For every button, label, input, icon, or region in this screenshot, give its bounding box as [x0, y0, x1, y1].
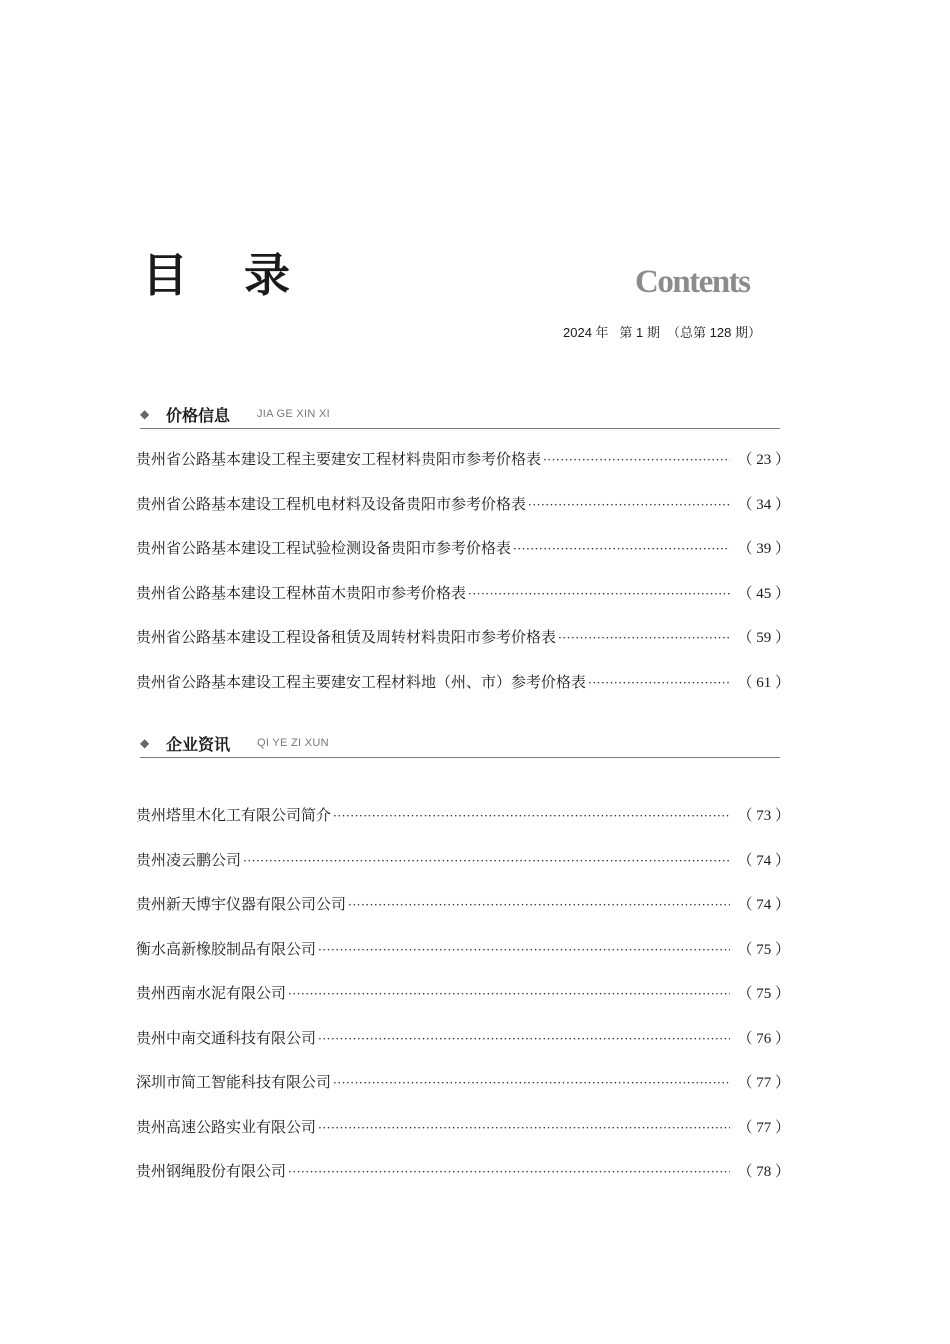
toc-entry-page: （ 34 ） — [737, 496, 790, 513]
toc-entry-page: （ 77 ） — [737, 1119, 790, 1136]
leader-dots — [348, 899, 730, 911]
toc-list-price-info — [136, 452, 790, 719]
toc-entry[interactable] — [136, 1164, 790, 1209]
leader-dots — [288, 988, 730, 1000]
toc-entry-title: 贵州省公路基本建设工程林苗木贵阳市参考价格表 — [136, 583, 467, 602]
toc-entry-title: 贵州中南交通科技有限公司 — [136, 1028, 317, 1047]
diamond-icon: ◆ — [140, 736, 150, 750]
toc-entry-title: 贵州省公路基本建设工程机电材料及设备贵阳市参考价格表 — [136, 494, 527, 513]
leader-dots — [588, 677, 730, 689]
toc-entry[interactable] — [136, 452, 790, 497]
toc-entry-title: 贵州凌云鹏公司 — [136, 850, 242, 869]
leader-dots — [318, 944, 730, 956]
toc-entry[interactable] — [136, 1075, 790, 1120]
toc-entry-title: 贵州高速公路实业有限公司 — [136, 1117, 317, 1136]
toc-entry-page: （ 74 ） — [737, 852, 790, 869]
toc-entry-title: 深圳市简工智能科技有限公司 — [136, 1073, 332, 1091]
toc-entry-page: （ 74 ） — [737, 897, 790, 913]
toc-entry-page: （ 45 ） — [737, 585, 790, 602]
toc-entry[interactable] — [136, 541, 790, 586]
contents-heading: Contents — [635, 264, 750, 300]
section-title: 价格信息 — [166, 406, 231, 425]
leader-dots — [333, 810, 730, 822]
toc-list-enterprise-news — [136, 808, 790, 1209]
toc-entry-title: 衡水高新橡胶制品有限公司 — [136, 939, 317, 958]
toc-entry[interactable] — [136, 630, 790, 675]
toc-entry-page: （ 76 ） — [737, 1030, 790, 1047]
toc-entry-title: 贵州西南水泥有限公司 — [136, 984, 287, 1002]
toc-entry-page: （ 39 ） — [737, 541, 790, 557]
toc-entry-page: （ 23 ） — [737, 452, 790, 468]
diamond-icon: ◆ — [140, 407, 150, 421]
toc-entry[interactable] — [136, 1028, 790, 1076]
toc-entry-page: （ 75 ） — [737, 941, 790, 958]
section-title: 企业资讯 — [166, 735, 231, 754]
toc-entry-title: 贵州省公路基本建设工程试验检测设备贵阳市参考价格表 — [136, 539, 512, 557]
toc-entry-title: 贵州塔里木化工有限公司简介 — [136, 806, 332, 824]
toc-entry[interactable] — [136, 986, 790, 1031]
leader-dots — [468, 588, 730, 600]
leader-dots — [318, 1122, 730, 1134]
toc-entry-title: 贵州新天博宇仪器有限公司公司 — [136, 895, 347, 913]
toc-entry-title: 贵州省公路基本建设工程设备租赁及周转材料贵阳市参考价格表 — [136, 628, 557, 646]
toc-entry[interactable] — [136, 808, 790, 853]
leader-dots — [558, 632, 730, 644]
section-header-price-info — [140, 402, 780, 429]
toc-entry-page: （ 59 ） — [737, 630, 790, 646]
toc-entry[interactable] — [136, 897, 790, 942]
toc-entry[interactable] — [136, 939, 790, 987]
leader-dots — [243, 855, 730, 867]
toc-entry[interactable] — [136, 494, 790, 542]
toc-entry-page: （ 78 ） — [737, 1164, 790, 1180]
section-pinyin: JIA GE XIN XI — [257, 408, 330, 420]
section-header-enterprise-news — [140, 731, 780, 758]
toc-entry-title: 贵州省公路基本建设工程主要建安工程材料贵阳市参考价格表 — [136, 450, 542, 468]
toc-entry-page: （ 75 ） — [737, 986, 790, 1002]
leader-dots — [333, 1077, 730, 1089]
toc-entry-title: 贵州省公路基本建设工程主要建安工程材料地（州、市）参考价格表 — [136, 672, 587, 691]
toc-entry[interactable] — [136, 1117, 790, 1165]
leader-dots — [318, 1033, 730, 1045]
issue-number: 2024 年 第 1 期 （总第 128 期） — [563, 325, 761, 340]
toc-entry[interactable] — [136, 850, 790, 898]
toc-entry-page: （ 61 ） — [737, 674, 790, 691]
leader-dots — [543, 454, 730, 466]
toc-entry[interactable] — [136, 672, 790, 720]
toc-entry[interactable] — [136, 583, 790, 631]
toc-entry-page: （ 77 ） — [737, 1075, 790, 1091]
leader-dots — [513, 543, 730, 555]
toc-entry-title: 贵州钢绳股份有限公司 — [136, 1162, 287, 1180]
leader-dots — [528, 499, 730, 511]
page-title: 目 录 — [142, 248, 311, 302]
section-pinyin: QI YE ZI XUN — [257, 737, 329, 749]
toc-entry-page: （ 73 ） — [737, 808, 790, 824]
leader-dots — [288, 1166, 730, 1178]
